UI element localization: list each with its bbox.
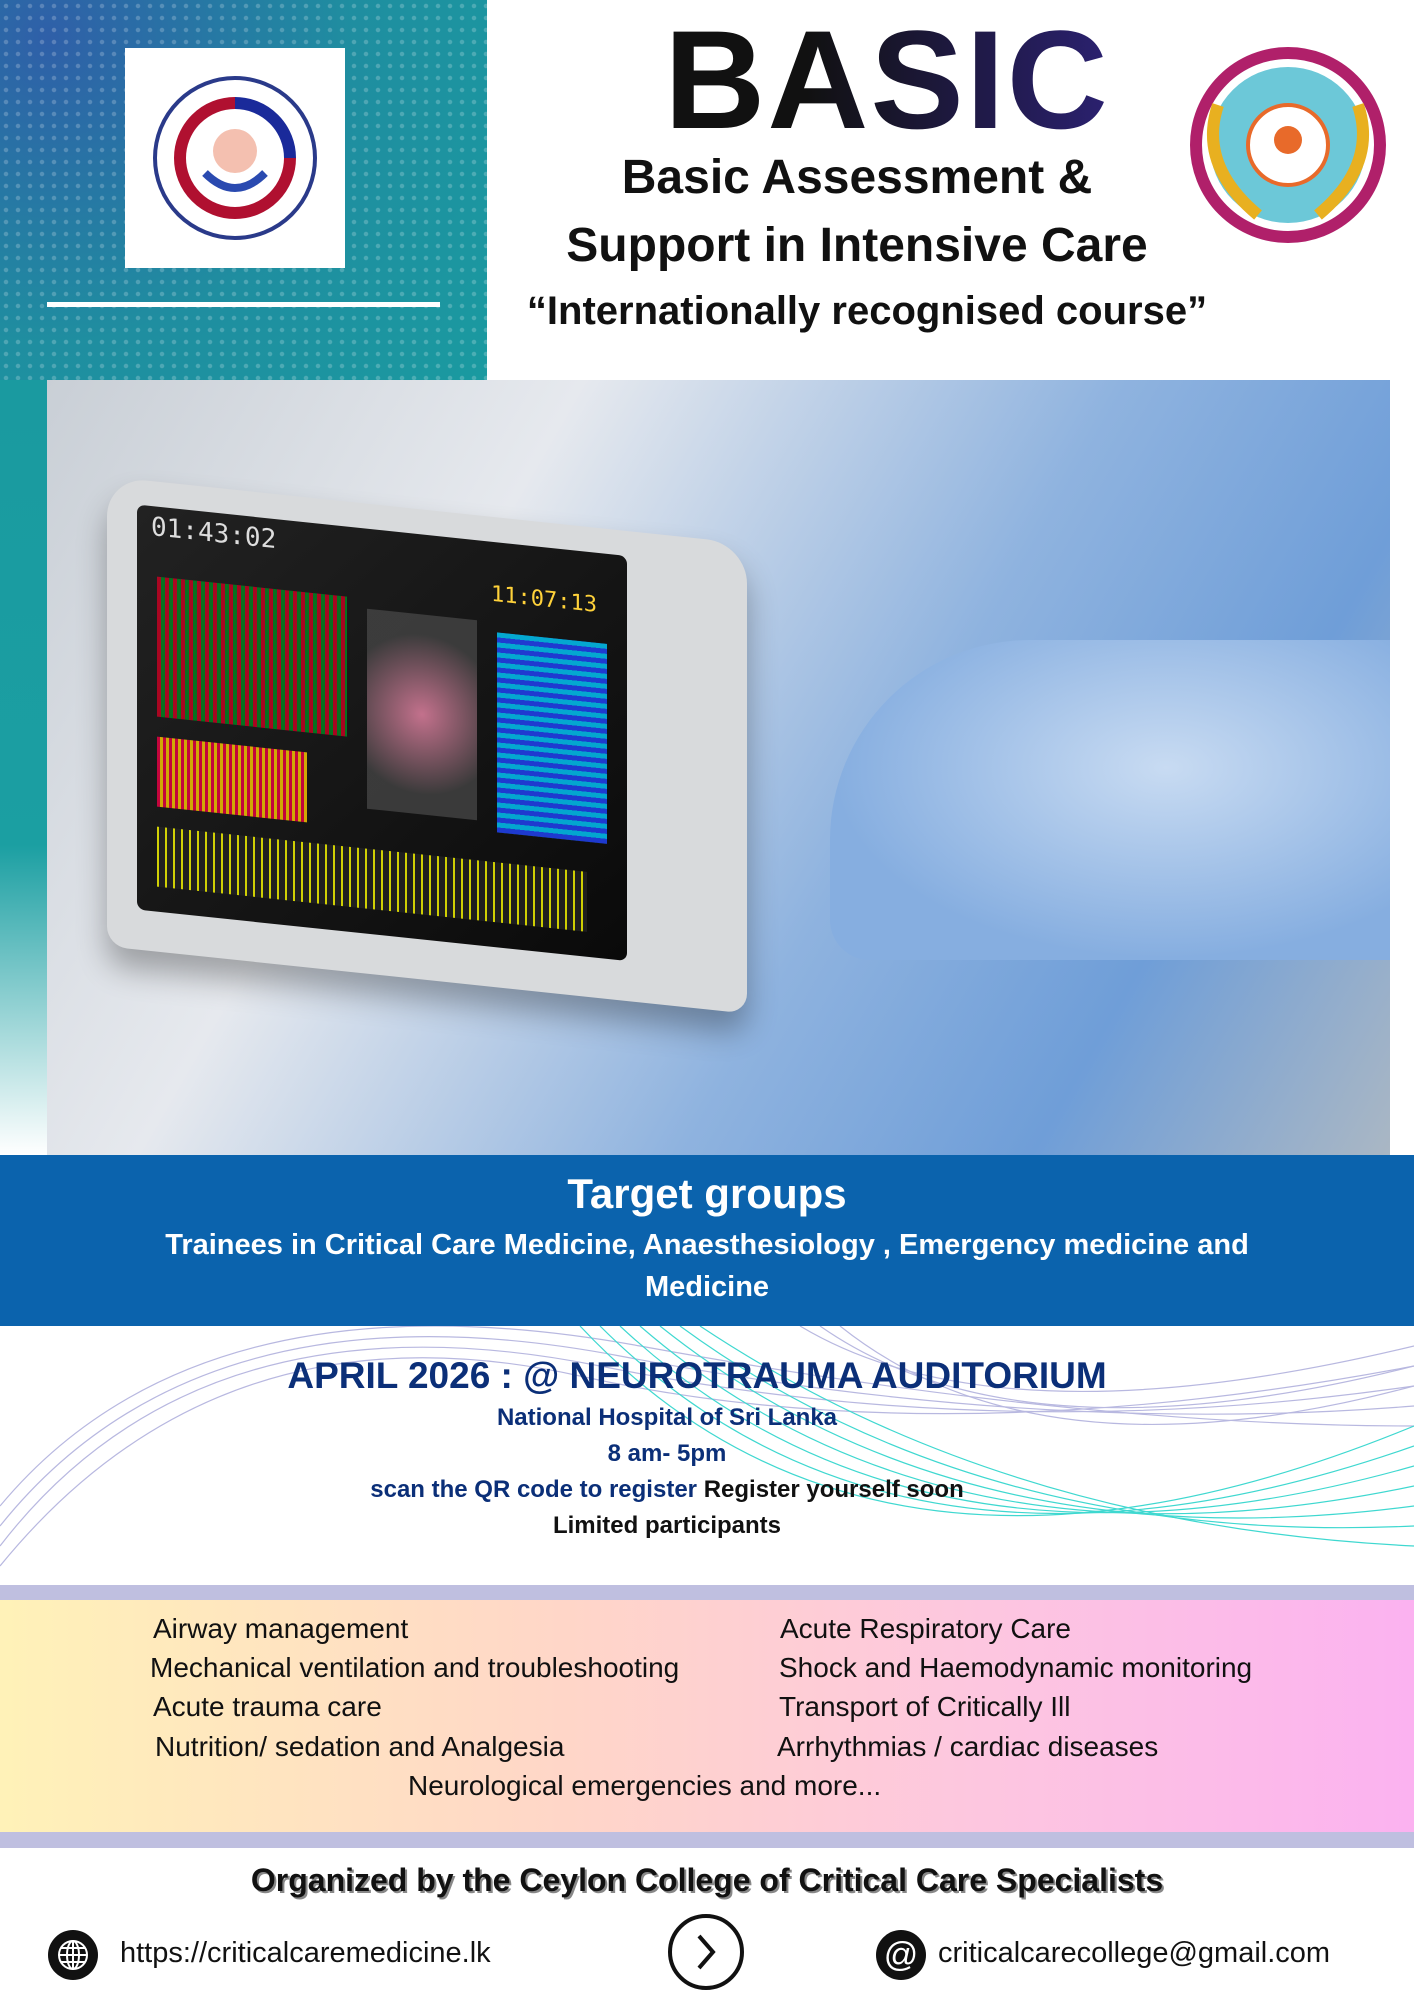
register-soon-text: Register yourself soon (703, 1476, 964, 1503)
topic-item: Airway management (153, 1613, 409, 1644)
topic-item: Neurological emergencies and more... (408, 1770, 882, 1801)
at-sign-icon: @ (876, 1930, 926, 1980)
limited-participants-text: Limited participants (552, 1512, 782, 1539)
chevron-right-icon[interactable] (668, 1914, 744, 1990)
target-groups-banner (0, 1155, 1414, 1326)
monitor-clock-2: 11:07:13 (491, 581, 597, 618)
globe-icon (48, 1930, 98, 1980)
patient-in-bed (830, 640, 1390, 960)
event-hospital: National Hospital of Sri Lanka (496, 1404, 838, 1431)
topic-item: Mechanical ventilation and troubleshooting (150, 1652, 680, 1683)
course-name-line2: Support in Intensive Care (566, 219, 1148, 272)
website-link[interactable]: https://criticalcaremedicine.lk (120, 1937, 491, 1969)
monitor-clock: 01:43:02 (151, 511, 277, 556)
event-details (0, 1326, 1414, 1585)
topic-item: Acute trauma care (153, 1691, 382, 1722)
lavender-divider (0, 1832, 1414, 1848)
topic-item: Shock and Haemodynamic monitoring (779, 1652, 1253, 1683)
emblem-icon (1188, 45, 1388, 245)
course-topics (0, 1600, 1414, 1832)
email-link[interactable]: criticalcarecollege@gmail.com (938, 1937, 1331, 1969)
topic-item: Arrhythmias / cardiac diseases (777, 1731, 1159, 1762)
organizer-text: Organized by the Ceylon College of Critical Care Specialists (250, 1862, 1164, 1898)
emblem-logo (1186, 38, 1390, 252)
ceylon-college-logo (125, 48, 345, 268)
divider-line (47, 302, 440, 307)
teal-side-band (0, 380, 47, 1155)
topic-item: Transport of Critically Ill (779, 1691, 1071, 1722)
scan-qr-text: scan the QR code to register (370, 1476, 698, 1503)
topic-item: Acute Respiratory Care (780, 1613, 1072, 1644)
tagline: “Internationally recognised course” (526, 289, 1208, 333)
course-name-line1: Basic Assessment & (621, 151, 1093, 204)
topic-item: Nutrition/ sedation and Analgesia (155, 1731, 565, 1762)
patient-monitor (107, 476, 747, 1013)
icu-illustration (47, 380, 1390, 1155)
event-time: 8 am- 5pm (607, 1440, 727, 1467)
college-seal-icon (150, 73, 320, 243)
lavender-divider (0, 1585, 1414, 1601)
target-groups-title: Target groups (567, 1170, 847, 1217)
monitor-screen (137, 505, 627, 962)
course-acronym: BASIC (487, 10, 1287, 150)
target-groups-text: Trainees in Critical Care Medicine, Anaesthesiology , Emergency medicine and Medicine (165, 1229, 1249, 1304)
event-date-venue: APRIL 2026 : @ NEUROTRAUMA AUDITORIUM (287, 1355, 1107, 1396)
